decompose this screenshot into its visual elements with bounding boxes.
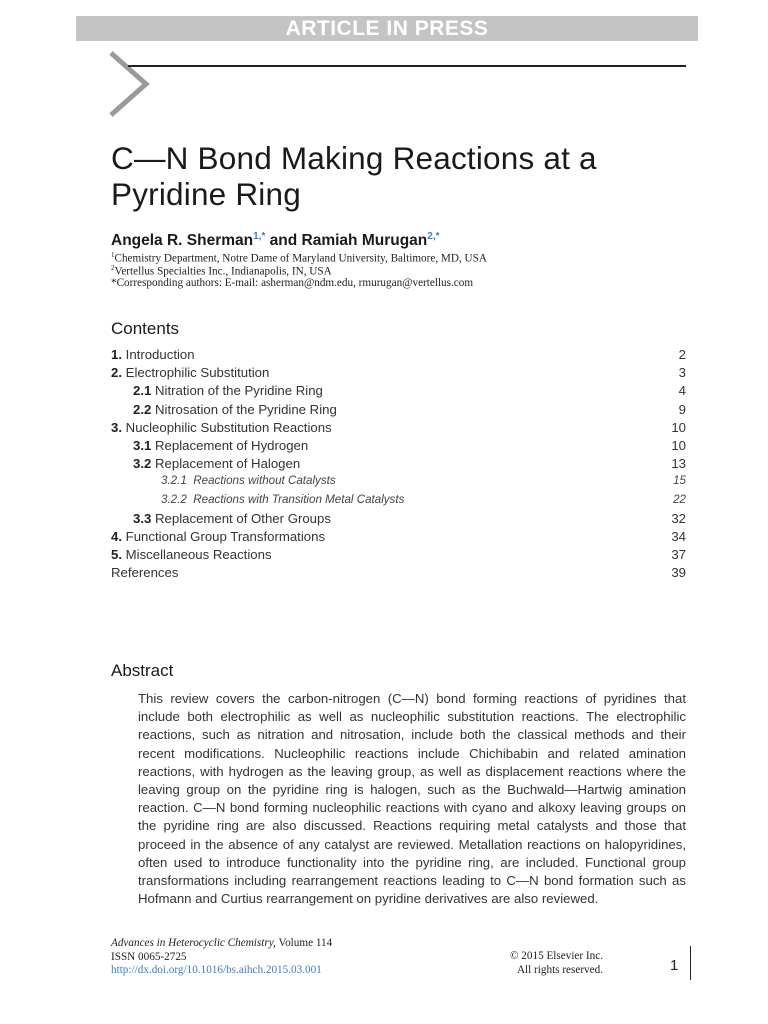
- toc-row-2-2[interactable]: [111, 402, 686, 420]
- page-number: 1: [670, 957, 679, 974]
- toc-page: 4: [678, 383, 686, 399]
- affiliation-1-mark: 1: [111, 251, 115, 259]
- toc-row-2[interactable]: [111, 365, 686, 383]
- toc-page: 34: [671, 528, 686, 544]
- copyright-line: © 2015 Elsevier Inc.: [510, 950, 604, 962]
- toc-page: 39: [671, 565, 686, 581]
- toc-row-3-3[interactable]: [111, 511, 686, 529]
- toc-label: Nucleophilic Substitution Reactions: [125, 419, 332, 435]
- toc-row-3-1[interactable]: [111, 438, 686, 456]
- toc-page: 32: [671, 510, 686, 526]
- affiliation-1: [111, 251, 731, 265]
- toc-page: 22: [673, 492, 686, 506]
- toc-page: 9: [678, 401, 686, 417]
- toc-page: 37: [671, 547, 686, 563]
- toc-label: Electrophilic Substitution: [125, 365, 270, 381]
- toc-label: References: [111, 565, 179, 581]
- toc-number: 4.: [111, 528, 122, 544]
- toc-number: 2.: [111, 365, 122, 381]
- toc-number: 3.: [111, 419, 122, 435]
- toc-number: 1.: [111, 347, 122, 362]
- title-line-2: Pyridine Ring: [111, 176, 301, 212]
- toc-row-3[interactable]: [111, 420, 686, 438]
- toc-row-3-2-2[interactable]: [111, 493, 686, 511]
- toc-label: Reactions without Catalysts: [193, 474, 336, 488]
- rights-line: All rights reserved.: [516, 963, 604, 976]
- affiliation-1-text: Chemistry Department, Notre Dame of Maryland University, Baltimore, MD, USA: [114, 252, 487, 265]
- doi-link[interactable]: http://dx.doi.org/10.1016/bs.aihch.2015.03.001: [111, 964, 322, 976]
- author-conjunction: and: [265, 232, 302, 250]
- copyright-block: [510, 950, 603, 977]
- toc-number: 3.1: [133, 437, 152, 453]
- toc-label: Replacement of Other Groups: [155, 510, 331, 526]
- title-line-1: C—N Bond Making Reactions at a: [111, 140, 597, 176]
- toc-number: 5.: [111, 547, 122, 563]
- toc-page: 10: [671, 419, 686, 435]
- toc-row-references[interactable]: [111, 565, 686, 583]
- toc-number: 3.2: [133, 456, 152, 472]
- abstract-text: This review covers the carbon-nitrogen (C—N) bond forming reactions of pyridines that include both electrophilic as well as nucleophilic substitution reactions. The electrophilic reactions, such as nitration and nitrosation, include both the classical methods and their recent modifications. Nucleophilic reactions include Chichibabin and related amination reactions, with hydrogen as the leaving group, as well as displacement reactions where the leaving group on the pyridine ring is halogen, such as the Buchwald—Hartwig amination reaction. C—N bond forming nucleophilic reactions with cyano and alkoxy leaving groups on the pyridine ring are also discussed. Reactions requiring metal catalysts and those that proceed in the absence of any catalyst are reviewed. Metallation reactions on halopyridines, often used to introduce functionality into the pyridine ring, are included. Functional group transformations including rearrangement reactions leading to C—N bond formation such as Hofmann and Curtius rearrangement on pyridine derivatives are also reviewed.: [138, 691, 686, 907]
- toc-number: 3.2.1: [161, 474, 187, 488]
- contents-heading: Contents: [111, 319, 180, 338]
- toc-label: Nitration of the Pyridine Ring: [155, 383, 323, 399]
- toc-row-5[interactable]: [111, 547, 686, 565]
- toc-label: Nitrosation of the Pyridine Ring: [155, 401, 337, 417]
- page-number-bar: [690, 946, 691, 980]
- toc-page: 10: [671, 437, 686, 453]
- toc-page: 2: [678, 347, 686, 362]
- toc-page: 3: [678, 365, 686, 381]
- toc-row-3-2[interactable]: [111, 456, 686, 474]
- author-2-name: Ramiah Murugan: [301, 232, 428, 250]
- toc-label: Miscellaneous Reactions: [125, 547, 272, 563]
- article-title: [111, 140, 691, 212]
- toc-label: Reactions with Transition Metal Catalysts: [193, 492, 405, 506]
- toc-number: 3.3: [133, 510, 152, 526]
- toc-number: 2.2: [133, 401, 152, 417]
- chevron-decoration-icon: [108, 50, 152, 118]
- toc-number: 3.2.2: [161, 492, 187, 506]
- author-1-affiliation-mark: 1,*: [253, 231, 266, 242]
- toc-page: 13: [671, 456, 686, 472]
- affiliation-2: [111, 264, 731, 278]
- header-rule: [128, 65, 686, 67]
- toc-row-1[interactable]: [111, 347, 686, 365]
- author-1-name: Angela R. Sherman: [111, 232, 254, 250]
- abstract-heading: Abstract: [111, 661, 174, 680]
- toc-row-3-2-1[interactable]: [111, 474, 686, 492]
- table-of-contents: [111, 347, 686, 583]
- toc-label: Introduction: [125, 347, 195, 362]
- article-in-press-banner: ARTICLE IN PRESS: [76, 16, 698, 41]
- affiliation-2-mark: 2: [111, 264, 115, 272]
- toc-row-2-1[interactable]: [111, 383, 686, 401]
- corresponding-authors: *Corresponding authors: E-mail: asherman@ndm.edu, rmurugan@vertellus.com: [111, 277, 474, 289]
- journal-footer: [111, 937, 332, 978]
- toc-label: Functional Group Transformations: [125, 528, 326, 544]
- toc-page: 15: [673, 474, 686, 488]
- author-list: [111, 231, 440, 250]
- toc-label: Replacement of Halogen: [155, 456, 301, 472]
- journal-volume: Volume 114: [275, 937, 333, 949]
- issn: ISSN 0065-2725: [111, 950, 187, 963]
- toc-row-4[interactable]: [111, 529, 686, 547]
- journal-name: Advances in Heterocyclic Chemistry,: [111, 937, 276, 949]
- author-2-affiliation-mark: 2,*: [427, 231, 440, 242]
- toc-label: Replacement of Hydrogen: [155, 437, 309, 453]
- affiliation-2-text: Vertellus Specialties Inc., Indianapolis, IN, USA: [114, 265, 332, 278]
- toc-number: 2.1: [133, 383, 152, 399]
